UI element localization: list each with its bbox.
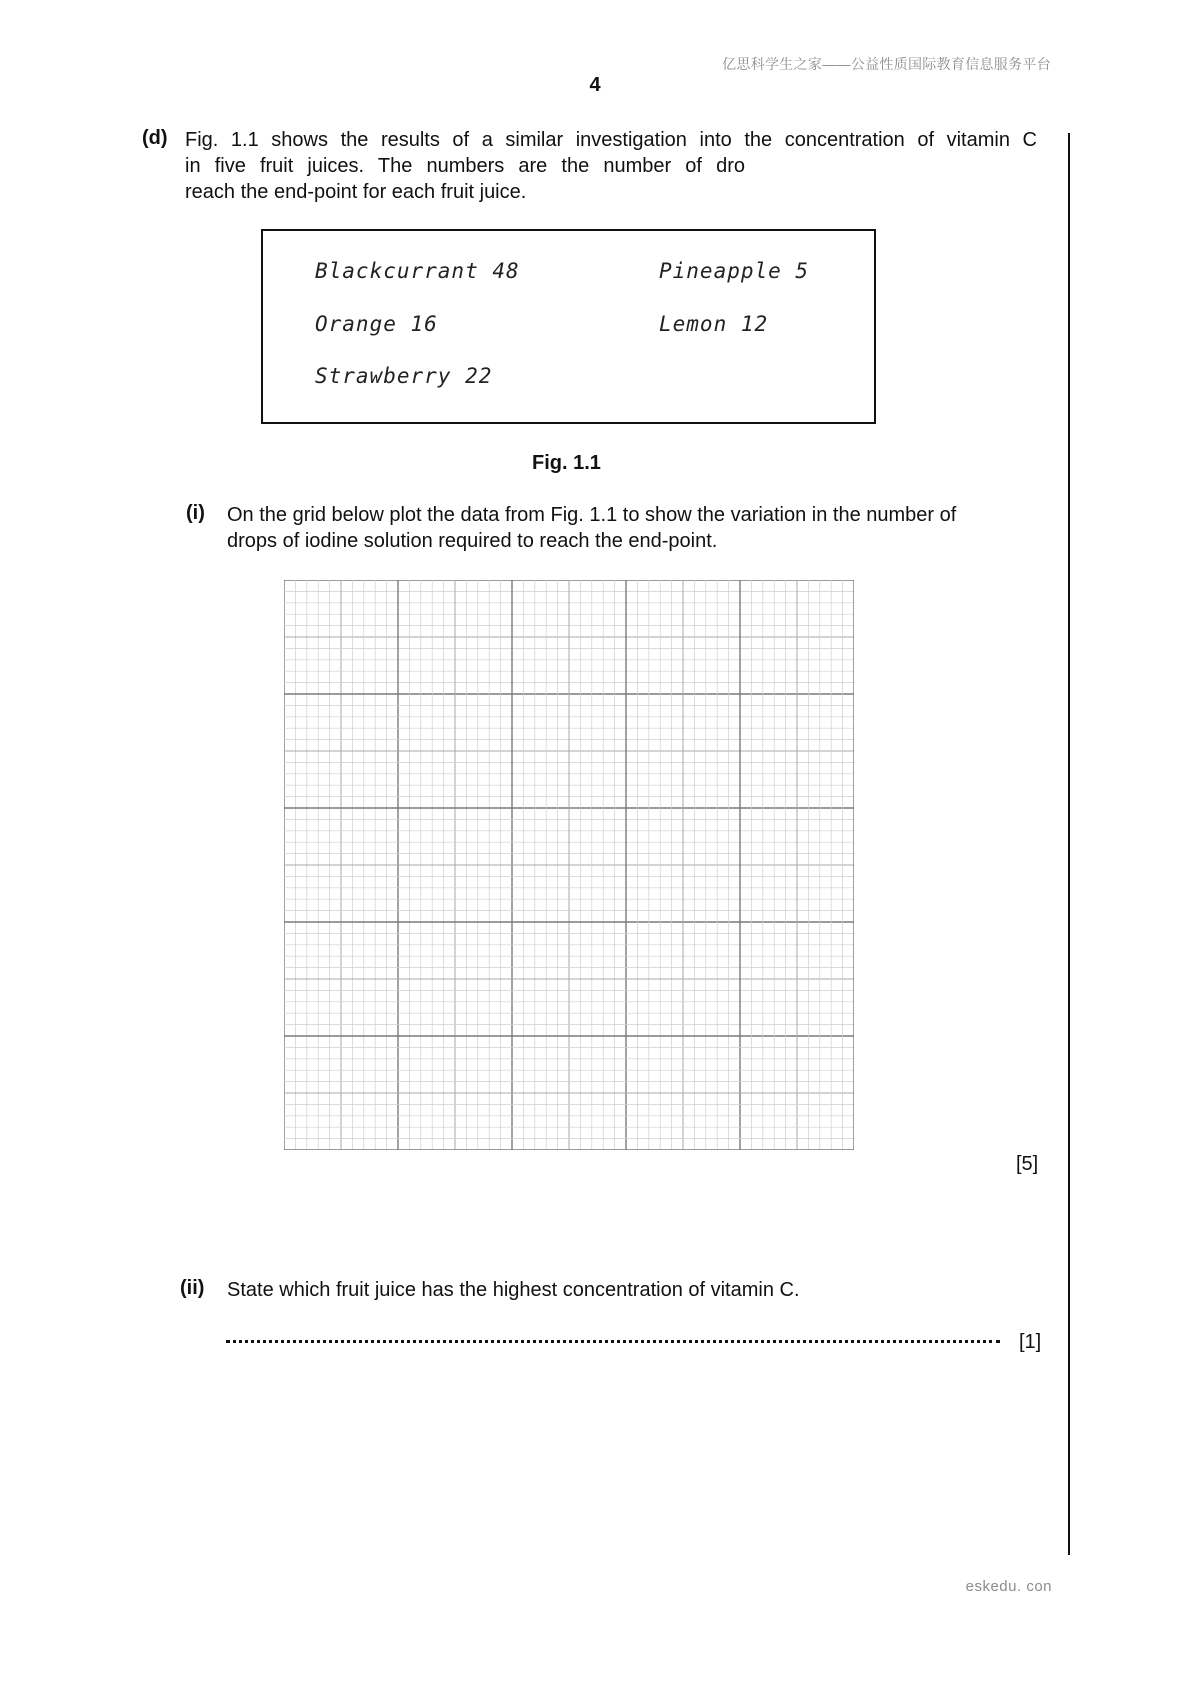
part-ii-label: (ii)	[180, 1277, 205, 1299]
graph-paper-grid[interactable]	[284, 580, 854, 1150]
page-number: 4	[589, 74, 601, 96]
answer-line[interactable]	[226, 1340, 1000, 1343]
figure-entry-lemon: Lemon 12	[659, 312, 769, 336]
figure-1-1-box	[261, 229, 876, 424]
figure-entry-strawberry: Strawberry 22	[315, 364, 493, 388]
part-i-marks: [5]	[1016, 1153, 1039, 1175]
question-d-line-1: Fig. 1.1 shows the results of a similar investigation into the concentration of vitamin C	[185, 129, 1037, 151]
watermark-text: 亿思科学生之家——公益性质国际教育信息服务平台	[722, 56, 1051, 72]
part-i-text	[227, 502, 956, 554]
figure-entry-orange: Orange 16	[315, 312, 438, 336]
question-d-line-2: in five fruit juices. The numbers are the number of dro	[185, 155, 745, 177]
margin-rule	[1068, 133, 1070, 1555]
figure-entry-blackcurrant: Blackcurrant 48	[315, 259, 520, 283]
footer-site: eskedu. con	[965, 1578, 1052, 1595]
part-i-line-2: drops of iodine solution required to reach the end-point.	[227, 530, 718, 552]
part-ii-marks: [1]	[1019, 1331, 1042, 1353]
figure-entry-pineapple: Pineapple 5	[659, 259, 810, 283]
figure-caption: Fig. 1.1	[532, 452, 601, 474]
part-ii-question: State which fruit juice has the highest concentration of vitamin C.	[227, 1279, 800, 1301]
part-i-label: (i)	[186, 502, 205, 524]
part-i-line-1: On the grid below plot the data from Fig. 1.1 to show the variation in the number of	[227, 504, 957, 526]
question-d-label: (d)	[142, 127, 168, 149]
question-d-line-3: reach the end-point for each fruit juice.	[185, 181, 527, 203]
question-d-text	[185, 127, 1037, 205]
